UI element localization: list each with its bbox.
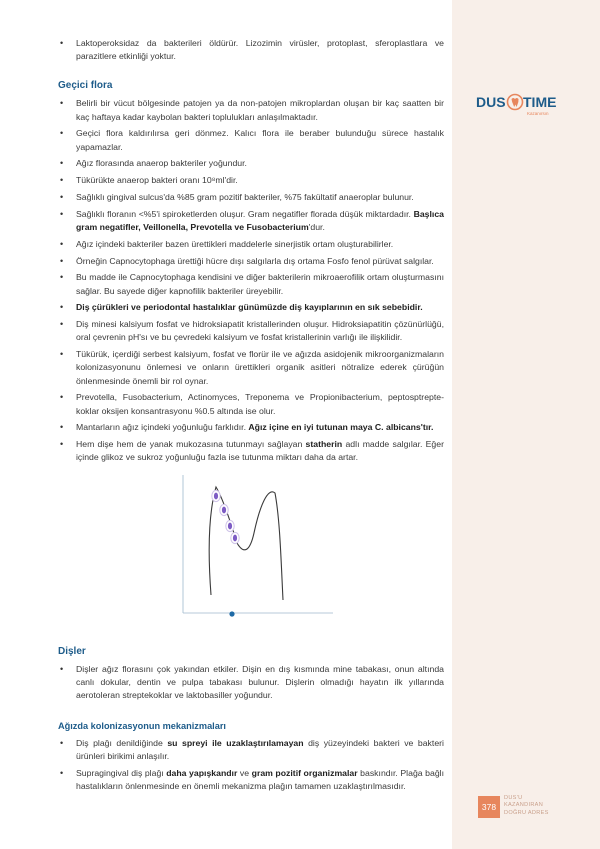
- bullet-text: Sağlıklı gingival sulcus'da %85 gram pozitif bakteriler, %75 fakültatif anaeroplar bulunur.: [76, 192, 414, 202]
- bullet-text: Belirli bir vücut bölgesinde patojen ya da non-patojen mikroplardan oluşan bir kaç saatten bir kaç haftaya kadar kaybolan bakteri toplulukları anlaşılmaktadır.: [76, 98, 444, 122]
- dustime-logo-icon: [476, 90, 566, 118]
- bullet-text: Geçici flora kaldırılırsa geri dönmez. Kalıcı flora ile beraber bulunduğu sürece hastalık yapamazlar.: [76, 128, 444, 152]
- gecici-flora-bullet-list: [58, 97, 444, 464]
- bullet-item: [58, 174, 444, 187]
- bullet-item: [58, 255, 444, 268]
- page-number-badge: 378: [478, 796, 500, 818]
- bullet-item: [58, 318, 444, 344]
- bullet-item: [58, 737, 444, 763]
- bullet-item: [58, 37, 444, 63]
- bullet-text: Diş plağı denildiğinde: [76, 738, 168, 749]
- bullet-text: adlı madde salgılar. Eğer içinde glikoz ve sukroz yoğunluğu fazla ise tutunma miktarı daha da artar.: [76, 439, 444, 463]
- bacterium-1: [214, 492, 218, 499]
- footer-brand-line: KAZANDIRAN: [504, 802, 544, 809]
- bacterium-4: [233, 534, 237, 541]
- bacterium-3: [228, 522, 232, 529]
- bullet-item: [58, 208, 444, 234]
- bullet-bold-text: Diş çürükleri ve periodontal hastalıklar günümüzde diş kayıplarının en sık sebebidir.: [76, 302, 423, 313]
- bullet-item: [58, 438, 444, 464]
- bullet-text: Laktoperoksidaz da bakterileri öldürür. Lizozimin virüsler, protoplast, sferoplastlara ve parazitlere etkinliği yoktur.: [76, 38, 444, 62]
- bullet-item: [58, 238, 444, 251]
- logo-text-right: TIME: [523, 94, 557, 110]
- brand-logo: [476, 90, 566, 118]
- tooth-surface-curve: [209, 487, 283, 600]
- bullet-text: Sağlıklı floranın <%5'i spiroketlerden oluşur. Gram negatifler florada düşük miktardadır.: [76, 208, 414, 219]
- bullet-text: Tükürük, içerdiği serbest kalsiyum, fosfat ve florür ile ve ağızda asidojenik mikroorganizmaların kolonizasyonunu önlemesi ve onların ürettikleri organik asitleri nötralize ederek çürüğün önlenmesinde önemli bir rol oynar.: [76, 349, 444, 386]
- bullet-item: [58, 301, 444, 314]
- footer-brand-line: DOĞRU ADRES: [504, 809, 549, 816]
- section-heading-kolonizasyon: Ağızda kolonizasyonun mekanizmaları: [58, 721, 226, 732]
- logo-text-left: DUS: [476, 94, 506, 110]
- logo-tagline: Kazanırsın: [527, 111, 549, 116]
- bullet-text: Hem dişe hem de yanak mukozasına tutunmayı sağlayan: [76, 439, 306, 450]
- bullet-bold-text: gram pozitif organizmalar: [251, 768, 358, 779]
- footer-brand: [504, 795, 549, 817]
- bullet-text: 'dur.: [308, 222, 325, 232]
- bullet-text: Bu madde ile Capnocytophaga kendisini ve diğer bakterilerin mikroaerofilik ortam oluşturmasını sağlar. Bu sayede diğer kapnofilik bakteriler üreyebilir.: [76, 272, 444, 296]
- bacteria-colonization-diagram: [58, 475, 444, 638]
- section-heading-disler: Dişler: [58, 645, 86, 657]
- footer-brand-line: DUS'U: [504, 795, 523, 801]
- bullet-text: Dişler ağız florasını çok yakından etkiler. Dişin en dış kısmında mine tabakası, onun altında canlı dokular, dentin ve pulpa tabakası bulunur. Dişlerin olmadığı hayatın ilk yıllarında aerotoleran streptekoklar ve laktobasiller yoğundur.: [76, 663, 444, 700]
- right-sidebar: [452, 0, 600, 849]
- bacteria-figure: [58, 475, 444, 638]
- bullet-text: Mantarların ağız içindeki yoğunluğu farklıdır.: [76, 422, 249, 433]
- bullet-bold-text: Başlıca gram negatifler, Veillonella, Prevotella ve Fusobacterium: [76, 208, 444, 232]
- bullet-item: [58, 157, 444, 170]
- bullet-item: [58, 97, 444, 123]
- bullet-item: [58, 663, 444, 703]
- figure-axis-end-dot: [229, 611, 234, 616]
- bullet-item: [58, 421, 444, 434]
- bullet-text: diş yüzeyindeki bakteri ve bakteri ürünleri birikimi anlaşılır.: [76, 738, 444, 762]
- bullet-bold-text: daha yapışkandır: [166, 768, 238, 779]
- bullet-item: [58, 348, 444, 388]
- bullet-text: baskındır. Plağa bağlı hastalıkların önlenmesinde en önemli mekanizma plağın tamamen uzaklaştırılmasıdır.: [76, 768, 444, 792]
- bullet-bold-text: statherin: [305, 439, 343, 450]
- kolonizasyon-bullet-list: [58, 737, 444, 793]
- bullet-item: [58, 271, 444, 297]
- bullet-bold-text: su spreyi ile uzaklaştırılamayan: [167, 738, 304, 749]
- bullet-text: Diş minesi kalsiyum fosfat ve hidroksiapatit kristallerinden oluşur. Hidroksiapatitin çözünürlüğü, oral çevrenin pH'sı ve bu çevredeki kalsiyum ve fosfat kristallerinin varlığı ile ilişkilidir.: [76, 319, 444, 343]
- bullet-item: [58, 767, 444, 793]
- bullet-text: Tükürükte anaerop bakteri oranı 10⁸ml'dir.: [76, 175, 238, 186]
- bullet-text: Supragingival diş plağı: [76, 768, 167, 779]
- bacteria-dots: [212, 490, 239, 543]
- intro-bullet-list: [58, 37, 444, 63]
- bullet-bold-text: Ağız içine en iyi tutunan maya C. albicans'tır.: [248, 422, 434, 433]
- disler-bullet-list: [58, 663, 444, 703]
- bullet-item: [58, 391, 444, 417]
- bacterium-2: [222, 506, 226, 513]
- bullet-item: [58, 191, 444, 204]
- section-heading-gecici-flora: Geçici flora: [58, 80, 113, 92]
- bullet-text: ve: [237, 768, 252, 779]
- bullet-text: Ağız içindeki bakteriler bazen ürettikleri maddelerle sinerjistik ortam oluşturabilirler.: [76, 238, 394, 249]
- bullet-text: Örneğin Capnocytophaga ürettiği hücre dışı salgılarla dış ortama Fosfo fenol pürüvat salgılar.: [76, 255, 434, 266]
- bullet-text: Prevotella, Fusobacterium, Actinomyces, Treponema ve Propionibacterium, peptosptrepte- koklar oksijen konsantrasyonu %0.5 altında ise olur.: [76, 392, 444, 416]
- main-content: [58, 37, 444, 797]
- bullet-text: Ağız florasında anaerop bakteriler yoğundur.: [76, 158, 247, 169]
- bullet-item: [58, 127, 444, 153]
